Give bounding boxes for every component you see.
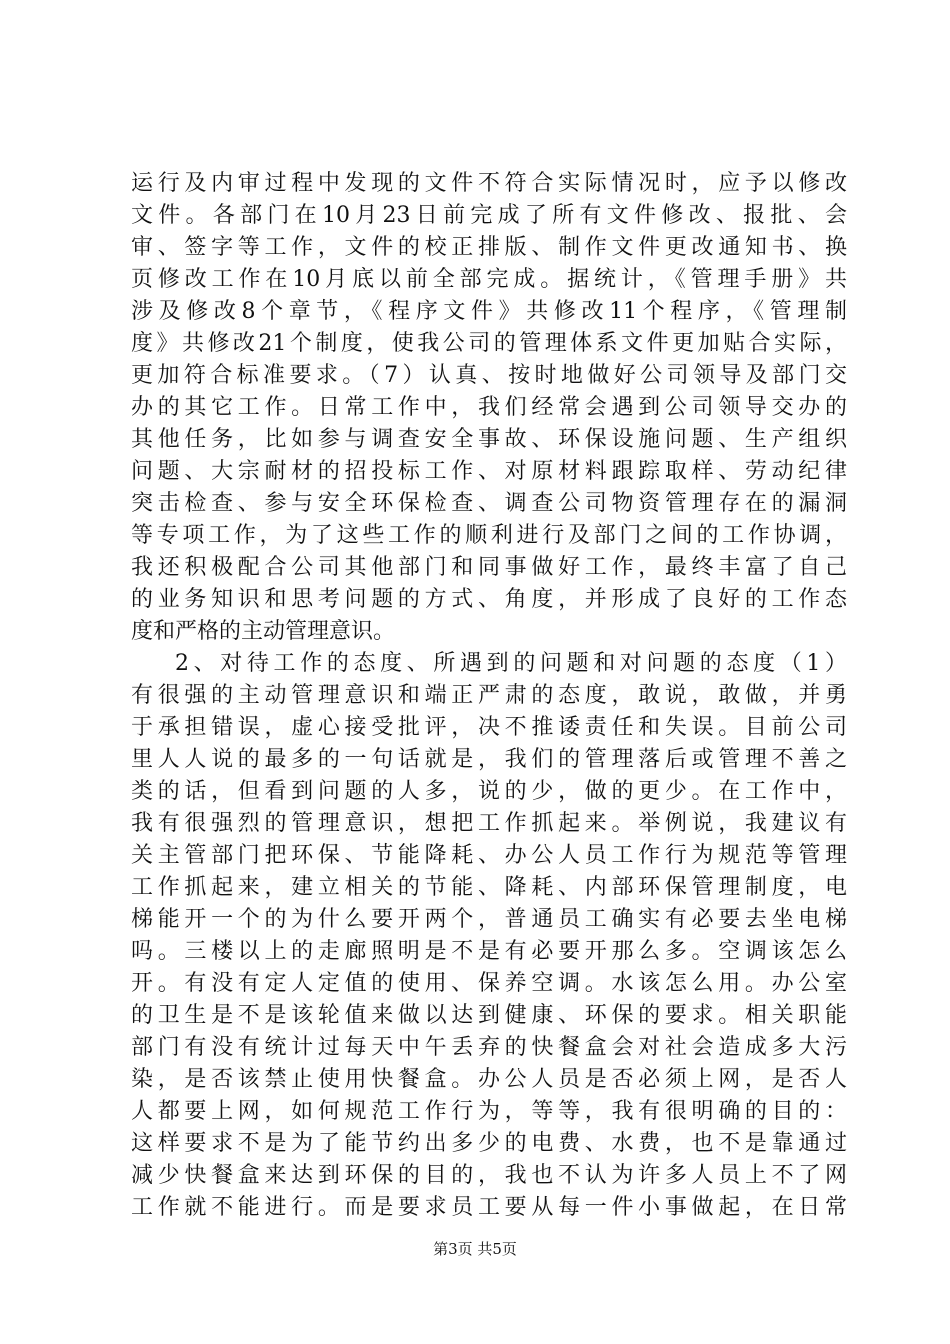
text-line: 这样要求不是为了能节约出多少的电费、水费，也不是靠通过 <box>131 1131 847 1156</box>
text-line: 度和严格的主动管理意识。 <box>131 619 396 644</box>
text-line: 办的其它工作。日常工作中，我们经常会遇到公司领导交办的 <box>131 395 847 420</box>
text-line: 突击检查、参与安全环保检查、调查公司物资管理存在的漏洞 <box>131 491 847 516</box>
text-line: 度》共修改21个制度，使我公司的管理体系文件更加贴合实际， <box>131 331 847 356</box>
section-heading-line: 2、对待工作的态度、所遇到的问题和对问题的态度（1） <box>175 651 847 676</box>
text-line: 运行及内审过程中发现的文件不符合实际情况时，应予以修改 <box>131 171 847 196</box>
text-line: 开。有没有定人定值的使用、保养空调。水该怎么用。办公室 <box>131 971 847 996</box>
text-line: 我有很强烈的管理意识，想把工作抓起来。举例说，我建议有 <box>131 811 847 836</box>
text-line: 审、签字等工作，文件的校正排版、制作文件更改通知书、换 <box>131 235 847 260</box>
text-line: 于承担错误，虚心接受批评，决不推诿责任和失误。目前公司 <box>131 715 847 740</box>
text-line: 其他任务，比如参与调查安全事故、环保设施问题、生产组织 <box>131 427 847 452</box>
text-line: 等专项工作，为了这些工作的顺利进行及部门之间的工作协调， <box>131 523 847 548</box>
text-line: 部门有没有统计过每天中午丢弃的快餐盒会对社会造成多大污 <box>131 1035 847 1060</box>
text-line: 染，是否该禁止使用快餐盒。办公人员是否必须上网，是否人 <box>131 1067 847 1092</box>
text-line: 涉及修改8个章节，《程序文件》共修改11个程序，《管理制 <box>131 299 847 324</box>
text-line: 人都要上网，如何规范工作行为，等等，我有很明确的目的： <box>131 1099 847 1124</box>
text-line: 问题、大宗耐材的招投标工作、对原材料跟踪取样、劳动纪律 <box>131 459 847 484</box>
page-number-footer: 第3页 共5页 <box>433 1240 517 1258</box>
text-line: 里人人说的最多的一句话就是，我们的管理落后或管理不善之 <box>131 747 847 772</box>
text-line: 更加符合标准要求。（7）认真、按时地做好公司领导及部门交 <box>131 363 847 388</box>
text-line: 吗。三楼以上的走廊照明是不是有必要开那么多。空调该怎么 <box>131 939 847 964</box>
text-line: 减少快餐盒来达到环保的目的，我也不认为许多人员上不了网 <box>131 1163 847 1188</box>
text-line: 工作就不能进行。而是要求员工要从每一件小事做起，在日常 <box>131 1195 847 1220</box>
text-line: 梯能开一个的为什么要开两个，普通员工确实有必要去坐电梯 <box>131 907 847 932</box>
text-line: 关主管部门把环保、节能降耗、办公人员工作行为规范等管理 <box>131 843 847 868</box>
text-line: 页修改工作在10月底以前全部完成。据统计，《管理手册》共 <box>131 267 847 292</box>
text-line: 类的话，但看到问题的人多，说的少，做的更少。在工作中， <box>131 779 847 804</box>
text-line: 工作抓起来，建立相关的节能、降耗、内部环保管理制度，电 <box>131 875 847 900</box>
text-line: 的业务知识和思考问题的方式、角度，并形成了良好的工作态 <box>131 587 847 612</box>
text-line: 我还积极配合公司其他部门和同事做好工作，最终丰富了自己 <box>131 555 847 580</box>
text-line: 有很强的主动管理意识和端正严肃的态度，敢说，敢做，并勇 <box>131 683 847 708</box>
text-line: 文件。各部门在10月23日前完成了所有文件修改、报批、会 <box>131 203 847 228</box>
body-text <box>131 168 847 1224</box>
text-line: 的卫生是不是该轮值来做以达到健康、环保的要求。相关职能 <box>131 1003 847 1028</box>
